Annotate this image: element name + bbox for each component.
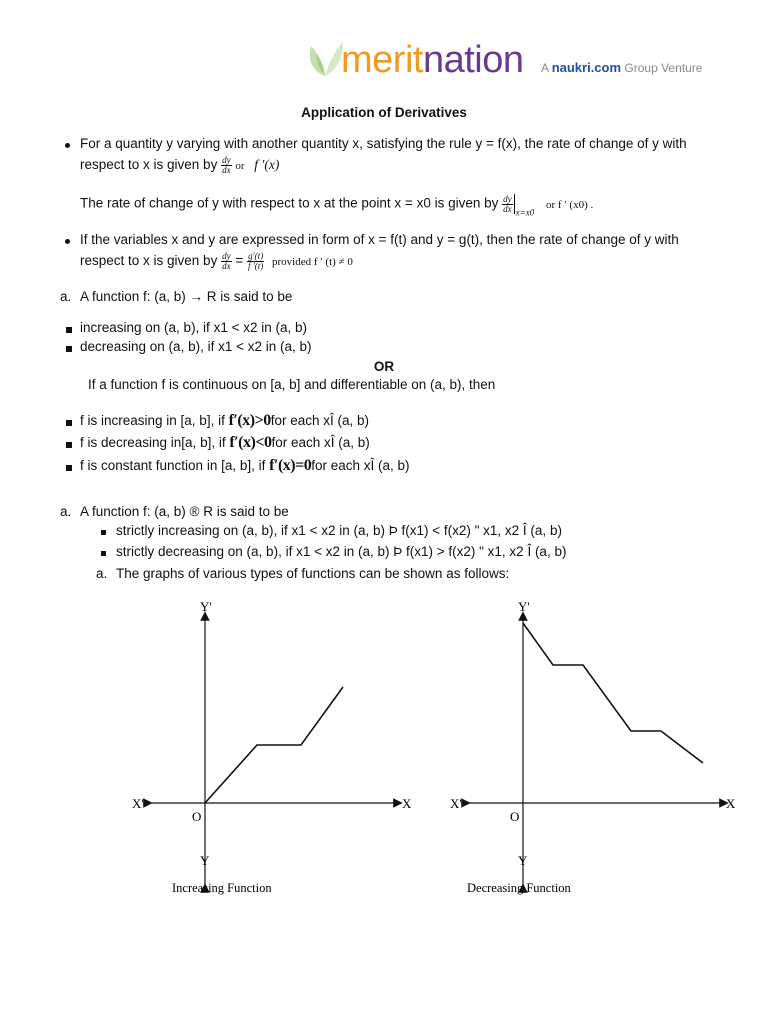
increasing-curve: [205, 687, 343, 803]
square-bullet: [66, 327, 72, 333]
square-bullet: [66, 420, 72, 426]
decreasing-function-graph: [448, 598, 748, 903]
x-right-label: X: [726, 796, 736, 811]
meritnation-logo: [305, 30, 725, 100]
square-bullet: [101, 551, 106, 556]
logo-wordmark: meritnation: [341, 39, 524, 81]
graph-caption: Decreasing Function: [467, 881, 571, 895]
or-separator: OR: [373, 359, 395, 374]
rate-text-3a: If the variables x and y are expressed in form of x = f(t) and y = g(t), then the rate of change of y with: [80, 232, 679, 247]
origin-label: O: [192, 809, 202, 824]
y-bottom-label: Y: [518, 853, 528, 868]
cond-increasing: f is increasing in [a, b], if f′(x)>0for each xÎ (a, b): [80, 412, 369, 429]
strictly-increasing-def: strictly increasing on (a, b), if x1 < x2 in (a, b) Þ f(x1) < f(x2) " x1, x2 Î (a, b): [116, 523, 562, 538]
x-left-label: X': [132, 796, 144, 811]
butterfly-logo-icon: [305, 32, 345, 84]
strictly-decreasing-def: strictly decreasing on (a, b), if x1 < x2 in (a, b) Þ f(x1) > f(x2) " x1, x2 Î (a, b): [116, 544, 567, 559]
decreasing-curve: [523, 623, 703, 763]
cond-decreasing: f is decreasing in[a, b], if f′(x)<0for each xÎ (a, b): [80, 434, 370, 451]
graphs-marker: a.: [96, 566, 108, 581]
increasing-def: increasing on (a, b), if x1 < x2 in (a, b): [80, 320, 307, 335]
y-top-label: Y': [518, 599, 530, 614]
origin-label: O: [510, 809, 520, 824]
dy-dx-at-fraction: $\frac{dy}{dx}$: [503, 193, 512, 214]
bullet-dot: [65, 143, 70, 148]
x-left-label: X': [450, 796, 462, 811]
dy-dx-fraction: $\frac{dy}{dx}$: [222, 155, 231, 175]
page-title: Application of Derivatives: [301, 105, 467, 120]
increasing-function-svg: [130, 598, 420, 903]
logo-tagline: A naukri.com Group Venture: [541, 60, 703, 75]
rate-text-1a: For a quantity y varying with another quantity x, satisfying the rule y = f(x), the rate of change of y with: [80, 136, 687, 151]
continuity-statement: If a function f is continuous on [a, b] and differentiable on (a, b), then: [88, 377, 496, 392]
g-over-f-fraction: $\frac{g'(t)}{f '(t)}$: [248, 251, 264, 271]
graphs-intro: The graphs of various types of functions can be shown as follows:: [116, 566, 510, 581]
rate-line-1b: respect to x is given by $\frac{dy}{dx}$ or f ′(x): [80, 155, 280, 175]
x-right-label: X: [402, 796, 412, 811]
decreasing-function-svg: [448, 598, 748, 903]
y-top-label: Y': [200, 599, 212, 614]
cond-constant: f is constant function in [a, b], if f′(x)=0for each xÎ (a, b): [80, 457, 410, 474]
increasing-function-graph: [130, 598, 420, 903]
rate-line-2: The rate of change of y with respect to x at the point x = x0 is given by $\frac{dy}{dx}$ $_{x=x0}$ or f ′ (x0) .: [80, 193, 594, 218]
square-bullet: [66, 465, 72, 471]
square-bullet: [66, 442, 72, 448]
section-b-marker: a.: [60, 504, 72, 519]
decreasing-def: decreasing on (a, b), if x1 < x2 in (a, b): [80, 339, 312, 354]
y-bottom-label: Y: [200, 853, 210, 868]
section-a-intro: A function f: (a, b) → R is said to be: [80, 289, 293, 304]
rate-line-3b: respect to x is given by $\frac{dy}{dx}$ = $\frac{g'(t)}{f '(t)}$ provided f ′ (t) ≠ 0: [80, 251, 353, 271]
bullet-dot: [65, 239, 70, 244]
square-bullet: [101, 530, 106, 535]
section-b-intro: A function f: (a, b) ® R is said to be: [80, 504, 289, 519]
graph-caption: Increasing Function: [172, 881, 272, 895]
section-a-marker: a.: [60, 289, 72, 304]
square-bullet: [66, 346, 72, 352]
